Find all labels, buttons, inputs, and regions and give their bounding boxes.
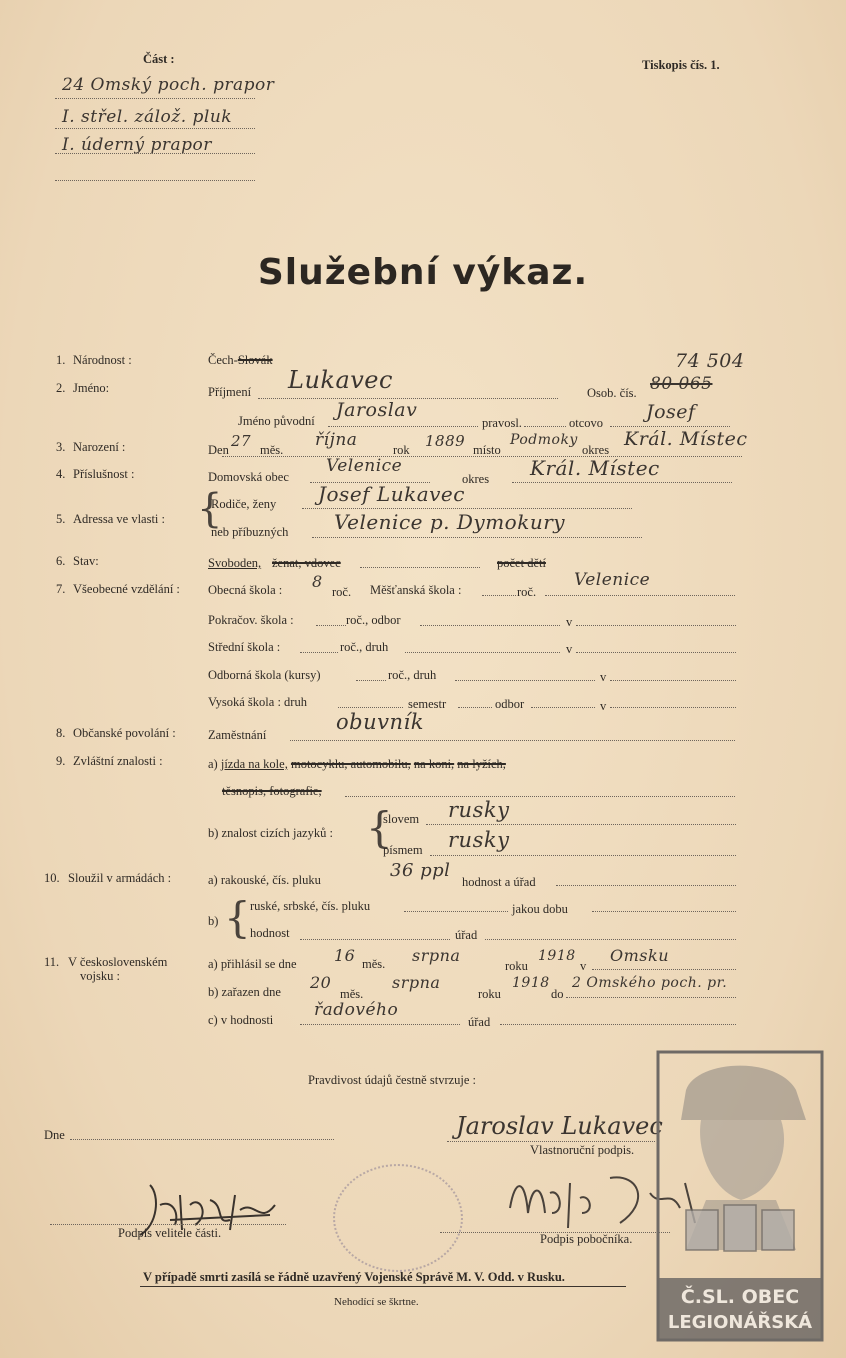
notice-underline [140,1286,626,1287]
row-number: 5. [56,512,66,526]
label-odbor: odbor [495,697,525,711]
nehodici-note: Nehodící se škrtne. [334,1296,419,1308]
dotted-line [610,707,736,708]
narodnost-cech: Čech-Slovák [208,353,273,367]
hand-assigned-day: 20 [310,973,332,992]
hand-join-year: 1918 [538,948,576,964]
dotted-line [458,707,492,708]
label-odborna-skola: Odborná škola (kursy) [208,668,321,682]
dotted-line [360,567,480,568]
label-rok: rok [393,443,410,457]
hand-osob-cislo: 74 504 [675,350,745,372]
skills-line-a: a) jízda na kole, motocyklu, automobilu, na koni, na lyžích, [208,757,506,771]
label-roku: roku [478,987,501,1001]
label-roc: roč. [517,585,537,599]
dotted-line [328,426,478,427]
label-otcovo: otcovo [569,416,604,430]
dotted-line [50,1224,286,1225]
label-semestr: semestr [408,697,447,711]
dotted-line [405,652,560,653]
dotted-line [55,98,255,99]
row-number: 4. [56,467,66,481]
label-narozeni: Narození : [73,440,126,454]
label-v: v [600,670,607,684]
row-number: 1. [56,353,66,367]
label-den: Den [208,443,229,457]
label-okres: okres [462,472,490,486]
unit-line-1: 24 Omský poch. prapor [62,75,275,95]
dotted-line [426,824,736,825]
label-prijmeni: Příjmení [208,385,252,399]
dotted-line [576,652,736,653]
hand-rank: řadového [314,1000,399,1020]
label-okres: okres [582,443,610,457]
label-mes: měs. [362,957,386,971]
row-number: 11. [44,955,60,969]
row-number: 8. [56,726,66,740]
hand-school-place: Velenice [574,570,651,590]
label-povolani: Občanské povolání : [73,726,176,740]
dotted-line [566,997,736,998]
label-pribuznych: neb příbuzných [211,525,289,539]
dotted-line [290,740,735,741]
dotted-line [300,939,450,940]
label-narodnost: Národnost : [73,353,132,367]
dotted-line [524,426,566,427]
dotted-line [576,625,736,626]
label-v: v [566,615,573,629]
death-notice: V případě smrti zasílá se řádně uzavřený Vojenské Správě M. V. Odd. v Rusku. [143,1270,565,1284]
hand-birth-year: 1889 [425,432,466,450]
label-znalosti: Zvláštní znalosti : [73,754,163,768]
hand-join-month: srpna [412,946,461,965]
cast-label: Část : [143,52,175,66]
label-vysoka-skola: Vysoká škola : druh [208,695,307,709]
dotted-line [610,680,736,681]
row-number: 3. [56,440,66,454]
label-vojsku: vojsku : [80,969,120,983]
dotted-line [345,796,735,797]
label-mestanska-skola: Měšťanská škola : [370,583,462,597]
dotted-line [485,939,736,940]
hand-assigned-unit: 2 Omského poch. pr. [572,975,728,991]
brace: { [224,893,251,942]
hand-birth-day: 27 [231,432,252,450]
label-roc-druh: roč., druh [340,640,389,654]
label-slovem: slovem [383,812,420,826]
dotted-line [338,707,403,708]
label-pismem: písmem [383,843,423,857]
hand-address-line1: Josef Lukavec [318,482,465,506]
hand-birth-place: Podmoky [510,432,578,448]
label-obecna-skola: Obecná škola : [208,583,283,597]
dotted-line [312,537,642,538]
dotted-line [545,595,735,596]
hand-birth-district: Král. Místec [624,428,748,450]
label-mes: měs. [260,443,284,457]
dotted-line [455,680,595,681]
hand-language-written: rusky [448,828,510,852]
label-vzdelani: Všeobecné vzdělání : [73,582,180,596]
dotted-line [531,707,595,708]
label-zamestnani: Zaměstnání [208,728,267,742]
label-jmeno: Jméno: [73,381,110,395]
dotted-line [447,1141,655,1142]
label-cs-vojsko: V československém [68,955,168,969]
label-podpis-pobocnika: Podpis pobočníka. [540,1232,633,1246]
unit-line-2: I. střel. zálož. pluk [62,107,233,127]
label-prislusnost: Příslušnost : [73,467,135,481]
hand-surname: Lukavec [288,366,393,394]
label-ruske: ruské, srbské, čís. pluku [250,899,371,913]
dotted-line [592,969,736,970]
hand-language-spoken: rusky [448,798,510,822]
document-title: Služební výkaz. [257,252,589,293]
label-dne: Dne [44,1128,65,1142]
label-hodnost: hodnost [250,926,290,940]
dotted-line [592,911,736,912]
label-v: v [580,959,587,973]
unit-line-3: I. úderný prapor [62,135,212,155]
hand-osob-old: 80 065 [650,374,713,394]
stav-zenat: ženat, vdovec [272,556,341,570]
dotted-line [610,426,730,427]
label-prihlasil: a) přihlásil se dne [208,957,297,971]
hand-join-city: Omsku [610,946,669,965]
brace: { [366,803,393,852]
pravdivost-text: Pravdivost údajů čestně stvrzuje : [308,1073,477,1087]
form-number: Tiskopis čís. 1. [642,58,720,72]
label-armady: Sloužil v armádách : [68,871,172,885]
label-jmeno-puvodni: Jméno původní [238,414,315,428]
label-podpis-velitele: Podpis velitele části. [118,1226,222,1240]
dotted-line [430,855,736,856]
label-mes: měs. [340,987,364,1001]
label-zarazen: b) zařazen dne [208,985,281,999]
hand-first-name: Jaroslav [336,399,418,421]
row-number: 6. [56,554,66,568]
dotted-line [404,911,508,912]
label-misto: místo [473,443,501,457]
label-roc: roč. [332,585,352,599]
label-stredni-skola: Střední škola : [208,640,281,654]
hand-assigned-month: srpna [392,973,441,992]
hand-assigned-year: 1918 [512,975,550,991]
label-cizi-jazyky: b) znalost cizích jazyků : [208,826,333,840]
label-stav: Stav: [73,554,99,568]
label-hodnost-urad: hodnost a úřad [462,875,536,889]
label-roku: roku [505,959,528,973]
hand-home-district: Král. Místec [530,456,660,480]
hand-father-name: Josef [646,401,696,423]
dotted-line [300,1024,460,1025]
label-jakou-dobu: jakou dobu [512,902,568,916]
label-osob-cis: Osob. čís. [587,386,637,400]
skills-tesnopis: těsnopis, fotografie, [222,784,322,798]
dotted-line [512,482,732,483]
label-rodice: Rodiče, ženy [211,497,277,511]
stav-svoboden: Svoboden, [208,556,262,570]
label-adressa: Adressa ve vlasti : [73,512,165,526]
row-number: 7. [56,582,66,596]
hand-home-town: Velenice [326,456,403,476]
label-hodnosti: c) v hodnosti [208,1013,274,1027]
label-v: v [566,642,573,656]
logo-line-2: LEGIONÁŘSKÁ [667,1312,813,1333]
hand-join-day: 16 [334,946,356,965]
brace: { [197,486,223,532]
dotted-line [55,153,255,154]
hand-regiment: 36 ppl [390,860,451,881]
label-urad: úřad [468,1015,491,1029]
label-domovska-obec: Domovská obec [208,470,289,484]
label-do: do [551,987,564,1001]
dotted-line [300,652,338,653]
dotted-line [55,128,255,129]
row-number: 2. [56,381,66,395]
dotted-line [556,885,736,886]
label-b-prefix: b) [208,914,219,928]
label-rakouske: a) rakouské, čís. pluku [208,873,321,887]
dotted-line [482,595,516,596]
label-v: v [600,699,607,713]
dotted-line [420,625,560,626]
label-urad: úřad [455,928,478,942]
logo-line-1: Č.SL. OBEC [680,1286,800,1308]
dotted-line [55,180,255,181]
row-number: 9. [56,754,66,768]
hand-occupation: obuvník [336,710,424,734]
row-number: 10. [44,871,60,885]
dotted-line [316,625,346,626]
faded-stamp [333,1164,463,1272]
hand-own-signature: Jaroslav Lukavec [456,1112,663,1140]
legion-logo [656,1050,824,1342]
hand-birth-month: října [315,430,358,450]
label-pravosl: pravosl. [482,416,522,430]
label-vlastnorucni: Vlastnoruční podpis. [530,1143,635,1157]
dotted-line [356,680,386,681]
label-roc-odbor: roč., odbor [346,613,401,627]
dotted-line [500,1024,736,1025]
hand-obecna-roc: 8 [312,572,323,591]
hand-address-line2: Velenice p. Dymokury [334,510,566,534]
stav-pocet-deti: počet dětí [497,556,546,570]
dotted-line [302,508,632,509]
dotted-line [70,1139,334,1140]
label-pokracov-skola: Pokračov. škola : [208,613,294,627]
dotted-line [222,456,742,457]
label-roc-druh: roč., druh [388,668,437,682]
